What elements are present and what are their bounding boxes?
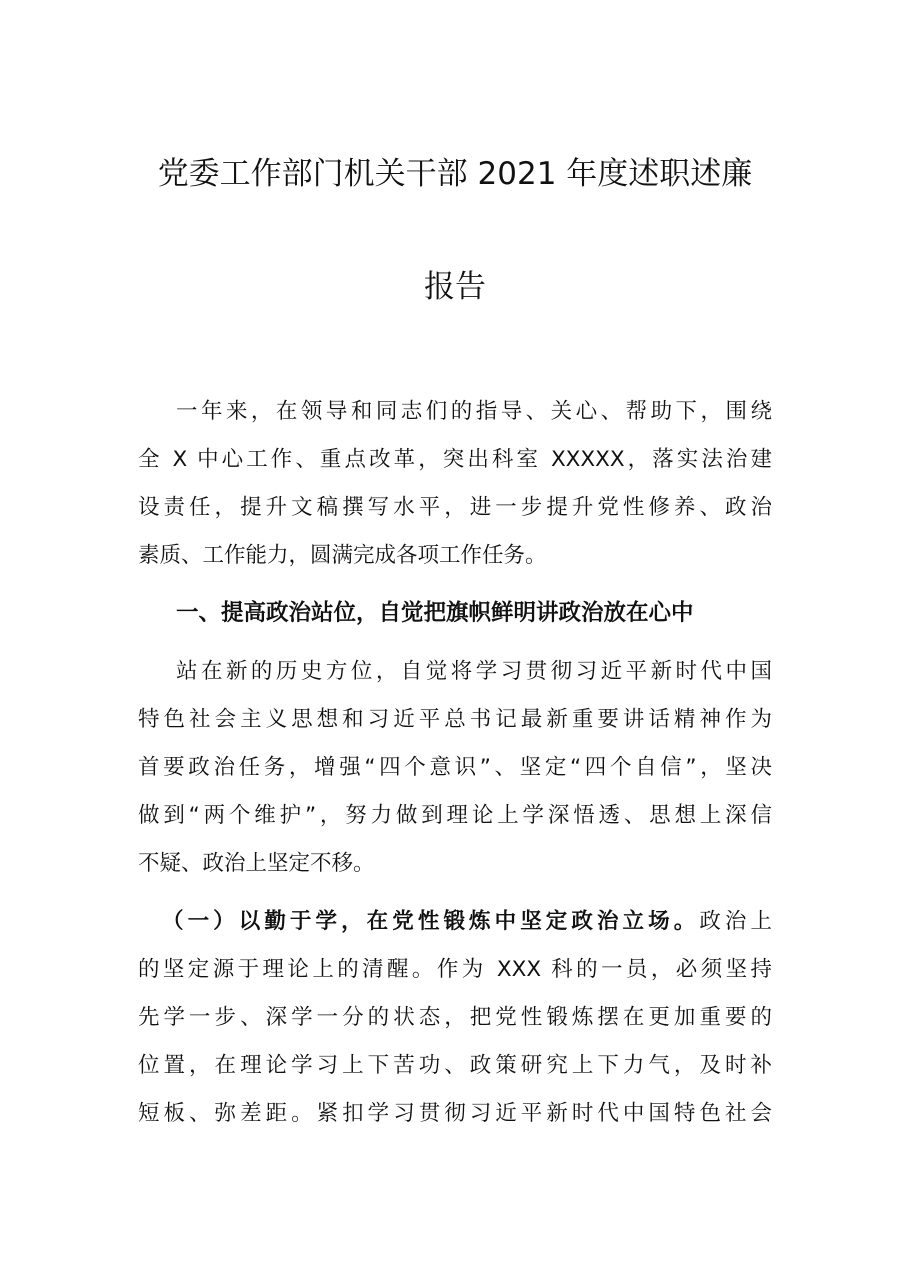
section-1-line-3: 首要政治任务，增强“四个意识”、坚定“四个自信”，坚决 — [138, 755, 772, 780]
subsection-1-line-5: 短板、弥差距。紧扣学习贯彻习近平新时代中国特色社会 — [138, 1101, 772, 1126]
subsection-1-first-line-rest: 政治上 — [699, 909, 772, 934]
intro-line-1: 一年来，在领导和同志们的指导、关心、帮助下，围绕 — [176, 399, 772, 424]
subsection-1-line-2: 的坚定源于理论上的清醒。作为 XXX 科的一员，必须坚持 — [138, 957, 772, 982]
document-title-line-1: 党委工作部门机关干部 2021 年度述职述廉 — [157, 156, 753, 192]
subsection-1-line-1 — [138, 898, 772, 946]
section-1-line-1: 站在新的历史方位，自觉将学习贯彻习近平新时代中国 — [176, 659, 772, 684]
section-1-line-4: 做到“两个维护”，努力做到理论上学深悟透、思想上深信 — [138, 803, 772, 828]
section-1-heading: 一、提高政治站位，自觉把旗帜鲜明讲政治放在心中 — [176, 600, 694, 626]
section-1-line-5: 不疑、政治上坚定不移。 — [138, 851, 375, 876]
subsection-1-paragraph — [138, 898, 772, 1138]
document-title-line-2: 报告 — [424, 269, 486, 305]
section-1-line-2: 特色社会主义思想和习近平总书记最新重要讲话精神作为 — [138, 707, 772, 732]
intro-line-3: 设责任，提升文稿撰写水平，进一步提升党性修养、政治 — [138, 495, 772, 520]
section-1-paragraph — [138, 648, 772, 888]
subsection-1-lead: （一）以勤于学，在党性锻炼中坚定政治立场。 — [162, 909, 700, 934]
intro-line-2: 全 X 中心工作、重点改革，突出科室 XXXXX，落实法治建 — [138, 447, 772, 472]
intro-paragraph — [138, 388, 772, 580]
subsection-1-line-3: 先学一步、深学一分的状态，把党性锻炼摆在更加重要的 — [138, 1005, 772, 1030]
subsection-1-line-4: 位置，在理论学习上下苦功、政策研究上下力气，及时补 — [138, 1053, 772, 1078]
intro-line-4: 素质、工作能力，圆满完成各项工作任务。 — [138, 543, 547, 568]
